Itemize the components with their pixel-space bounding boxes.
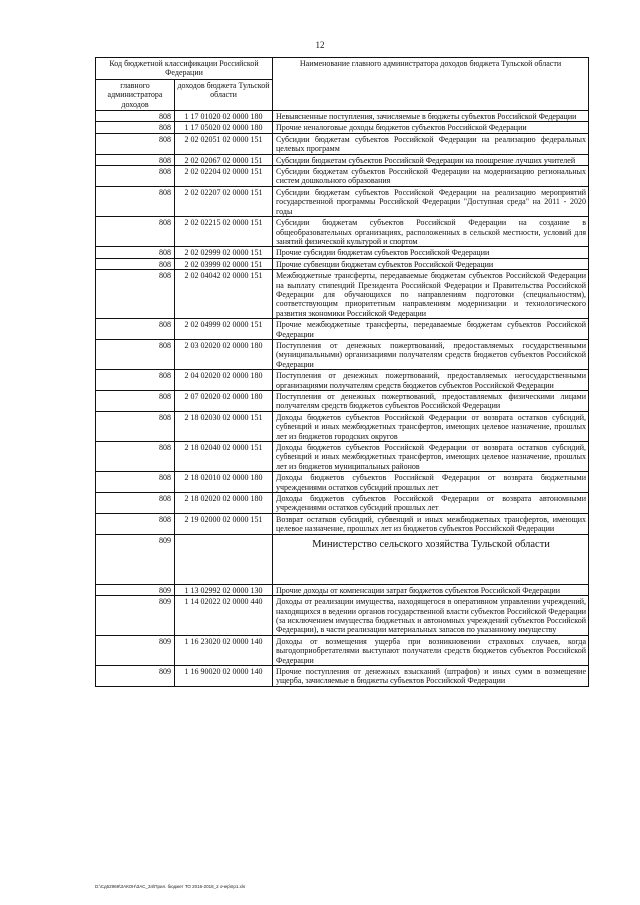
income-code-cell: 2 02 02204 02 0000 151 [175,166,273,187]
income-code-cell: 2 02 04999 02 0000 151 [175,319,273,340]
admin-code-cell: 808 [96,154,175,165]
admin-code-cell: 808 [96,472,175,493]
income-code-cell: 2 02 02215 02 0000 151 [175,217,273,247]
table-row [96,154,589,165]
header-admin: главного администратора доходов [96,79,175,110]
table-row [96,217,589,247]
admin-code-cell: 808 [96,442,175,472]
admin-code-cell: 808 [96,370,175,391]
table-row [96,584,589,595]
name-cell: Доходы бюджетов субъектов Российской Федерации от возврата бюджетными учреждениями остатков субсидий прошлых лет [273,472,589,493]
admin-code-cell: 808 [96,247,175,258]
admin-code-cell: 808 [96,513,175,534]
name-cell: Министерство сельского хозяйства Тульской области [273,534,589,584]
income-code-cell: 2 02 02999 02 0000 151 [175,247,273,258]
table-row [96,133,589,154]
admin-code-cell: 808 [96,111,175,122]
table-row [96,513,589,534]
name-cell: Субсидии бюджетам субъектов Российской Федерации на реализацию мероприятий государственной программы Российской Федерации "Доступная среда" на 2011 - 2020 годы [273,186,589,216]
name-cell: Доходы от возмещения ущерба при возникновении страховых случаев, когда выгодоприобретателями выступают получатели средств бюджетов субъектов Российской Федерации [273,635,589,665]
name-cell: Прочие неналоговые доходы бюджетов субъектов Российской Федерации [273,122,589,133]
table-row [96,247,589,258]
budget-table-wrapper [95,57,588,687]
name-cell: Субсидии бюджетам субъектов Российской Федерации на создание в общеобразовательных организациях, расположенных в сельской местности, условий для занятий физической культурой и спортом [273,217,589,247]
table-row [96,635,589,665]
table-body [96,111,589,687]
admin-code-cell: 808 [96,133,175,154]
name-cell: Прочие субвенции бюджетам субъектов Российской Федерации [273,258,589,269]
income-code-cell: 1 13 02992 02 0000 130 [175,584,273,595]
income-code-cell: 2 02 02051 02 0000 151 [175,133,273,154]
name-cell: Доходы от реализации имущества, находящегося в оперативном управлении учреждений, находящихся в ведении органов государственной власти субъектов Российской Федерации (за исключением имущества бюджетных и автономных учреждений субъектов Российской Федерации), в части реализации материальных запасов по указанному имуществу [273,596,589,636]
table-row [96,166,589,187]
admin-code-cell: 808 [96,258,175,269]
income-code-cell: 1 17 01020 02 0000 180 [175,111,273,122]
admin-code-cell: 808 [96,493,175,514]
income-code-cell: 2 02 02207 02 0000 151 [175,186,273,216]
table-row [96,411,589,441]
income-code-cell [175,534,273,584]
table-row [96,186,589,216]
income-code-cell: 2 18 02030 02 0000 151 [175,411,273,441]
table-row [96,442,589,472]
name-cell: Прочие поступления от денежных взысканий (штрафов) и иных сумм в возмещение ущерба, зачисляемые в бюджеты субъектов Российской Федерации [273,665,589,686]
name-cell: Субсидии бюджетам субъектов Российской Федерации на модернизацию региональных систем дошкольного образования [273,166,589,187]
income-code-cell: 2 04 02020 02 0000 180 [175,370,273,391]
name-cell: Субсидии бюджетам субъектов Российской Федерации на реализацию федеральных целевых программ [273,133,589,154]
admin-code-cell: 808 [96,270,175,319]
admin-code-cell: 808 [96,186,175,216]
budget-classification-table [95,57,589,687]
income-code-cell: 2 02 03999 02 0000 151 [175,258,273,269]
name-cell: Прочие доходы от компенсации затрат бюджетов субъектов Российской Федерации [273,584,589,595]
name-cell: Прочие межбюджетные трансферты, передаваемые бюджетам субъектов Российской Федерации [273,319,589,340]
admin-code-cell: 809 [96,534,175,584]
header-income: доходов бюджета Тульской области [175,79,273,110]
section-row [96,534,589,584]
table-row [96,258,589,269]
table-row [96,319,589,340]
name-cell: Поступления от денежных пожертвований, предоставляемых негосударственными организациями получателям средств бюджетов субъектов Российской Федерации [273,370,589,391]
table-row [96,391,589,412]
table-row [96,270,589,319]
admin-code-cell: 808 [96,217,175,247]
income-code-cell: 1 14 02022 02 0000 440 [175,596,273,636]
admin-code-cell: 809 [96,635,175,665]
table-row [96,493,589,514]
name-cell: Доходы бюджетов субъектов Российской Федерации от возврата остатков субсидий, субвенций и иных межбюджетных трансфертов, имеющих целевое назначение, прошлых лет из бюджетов муниципальных районов [273,442,589,472]
header-code-group: Код бюджетной классификации Российской Федерации [96,58,273,80]
name-cell: Прочие субсидии бюджетам субъектов Российской Федерации [273,247,589,258]
name-cell: Невыясненные поступления, зачисляемые в бюджеты субъектов Российской Федерации [273,111,589,122]
income-code-cell: 2 02 02067 02 0000 151 [175,154,273,165]
admin-code-cell: 808 [96,122,175,133]
table-row [96,122,589,133]
admin-code-cell: 808 [96,319,175,340]
income-code-cell: 2 19 02000 02 0000 151 [175,513,273,534]
table-row [96,370,589,391]
admin-code-cell: 809 [96,665,175,686]
admin-code-cell: 808 [96,411,175,441]
header-name: Наименование главного администратора доходов бюджета Тульской области [273,58,589,111]
table-row [96,596,589,636]
page-number: 12 [315,40,325,50]
admin-code-cell: 809 [96,596,175,636]
name-cell: Поступления от денежных пожертвований, предоставляемых государственными (муниципальными) организациями получателям средств бюджетов субъектов Российской Федерации [273,339,589,369]
income-code-cell: 2 18 02010 02 0000 180 [175,472,273,493]
file-path-footer: D:\Сд62969\ЗАКОН\ЗАС_34\Прил. бюджет ТО 2016-2018_2 очер\пр1.xls [95,884,246,889]
name-cell: Возврат остатков субсидий, субвенций и иных межбюджетных трансфертов, имеющих целевое назначение, прошлых лет из бюджетов субъектов Российской Федерации [273,513,589,534]
income-code-cell: 2 03 02020 02 0000 180 [175,339,273,369]
income-code-cell: 2 02 04042 02 0000 151 [175,270,273,319]
name-cell: Доходы бюджетов субъектов Российской Федерации от возврата остатков субсидий, субвенций и иных межбюджетных трансфертов, имеющих целевое назначение, прошлых лет из бюджетов городских округов [273,411,589,441]
income-code-cell: 1 16 90020 02 0000 140 [175,665,273,686]
table-row [96,665,589,686]
income-code-cell: 2 18 02040 02 0000 151 [175,442,273,472]
admin-code-cell: 808 [96,166,175,187]
table-header-row-1 [96,58,589,80]
table-row [96,111,589,122]
name-cell: Поступления от денежных пожертвований, предоставляемых физическими лицами получателям средств бюджетов субъектов Российской Федерации [273,391,589,412]
income-code-cell: 2 07 02020 02 0000 180 [175,391,273,412]
admin-code-cell: 808 [96,339,175,369]
admin-code-cell: 809 [96,584,175,595]
admin-code-cell: 808 [96,391,175,412]
income-code-cell: 1 16 23020 02 0000 140 [175,635,273,665]
name-cell: Доходы бюджетов субъектов Российской Федерации от возврата автономными учреждениями остатков субсидий прошлых лет [273,493,589,514]
income-code-cell: 1 17 05020 02 0000 180 [175,122,273,133]
income-code-cell: 2 18 02020 02 0000 180 [175,493,273,514]
table-row [96,339,589,369]
name-cell: Межбюджетные трансферты, передаваемые бюджетам субъектов Российской Федерации на выплату стипендий Президента Российской Федерации и Правительства Российской Федерации для обучающихся по направлениям подготовки (специальностям), соответствующим приоритетным направлениям модернизации и технологического развития экономики Российской Федерации [273,270,589,319]
table-row [96,472,589,493]
name-cell: Субсидии бюджетам субъектов Российской Федерации на поощрение лучших учителей [273,154,589,165]
